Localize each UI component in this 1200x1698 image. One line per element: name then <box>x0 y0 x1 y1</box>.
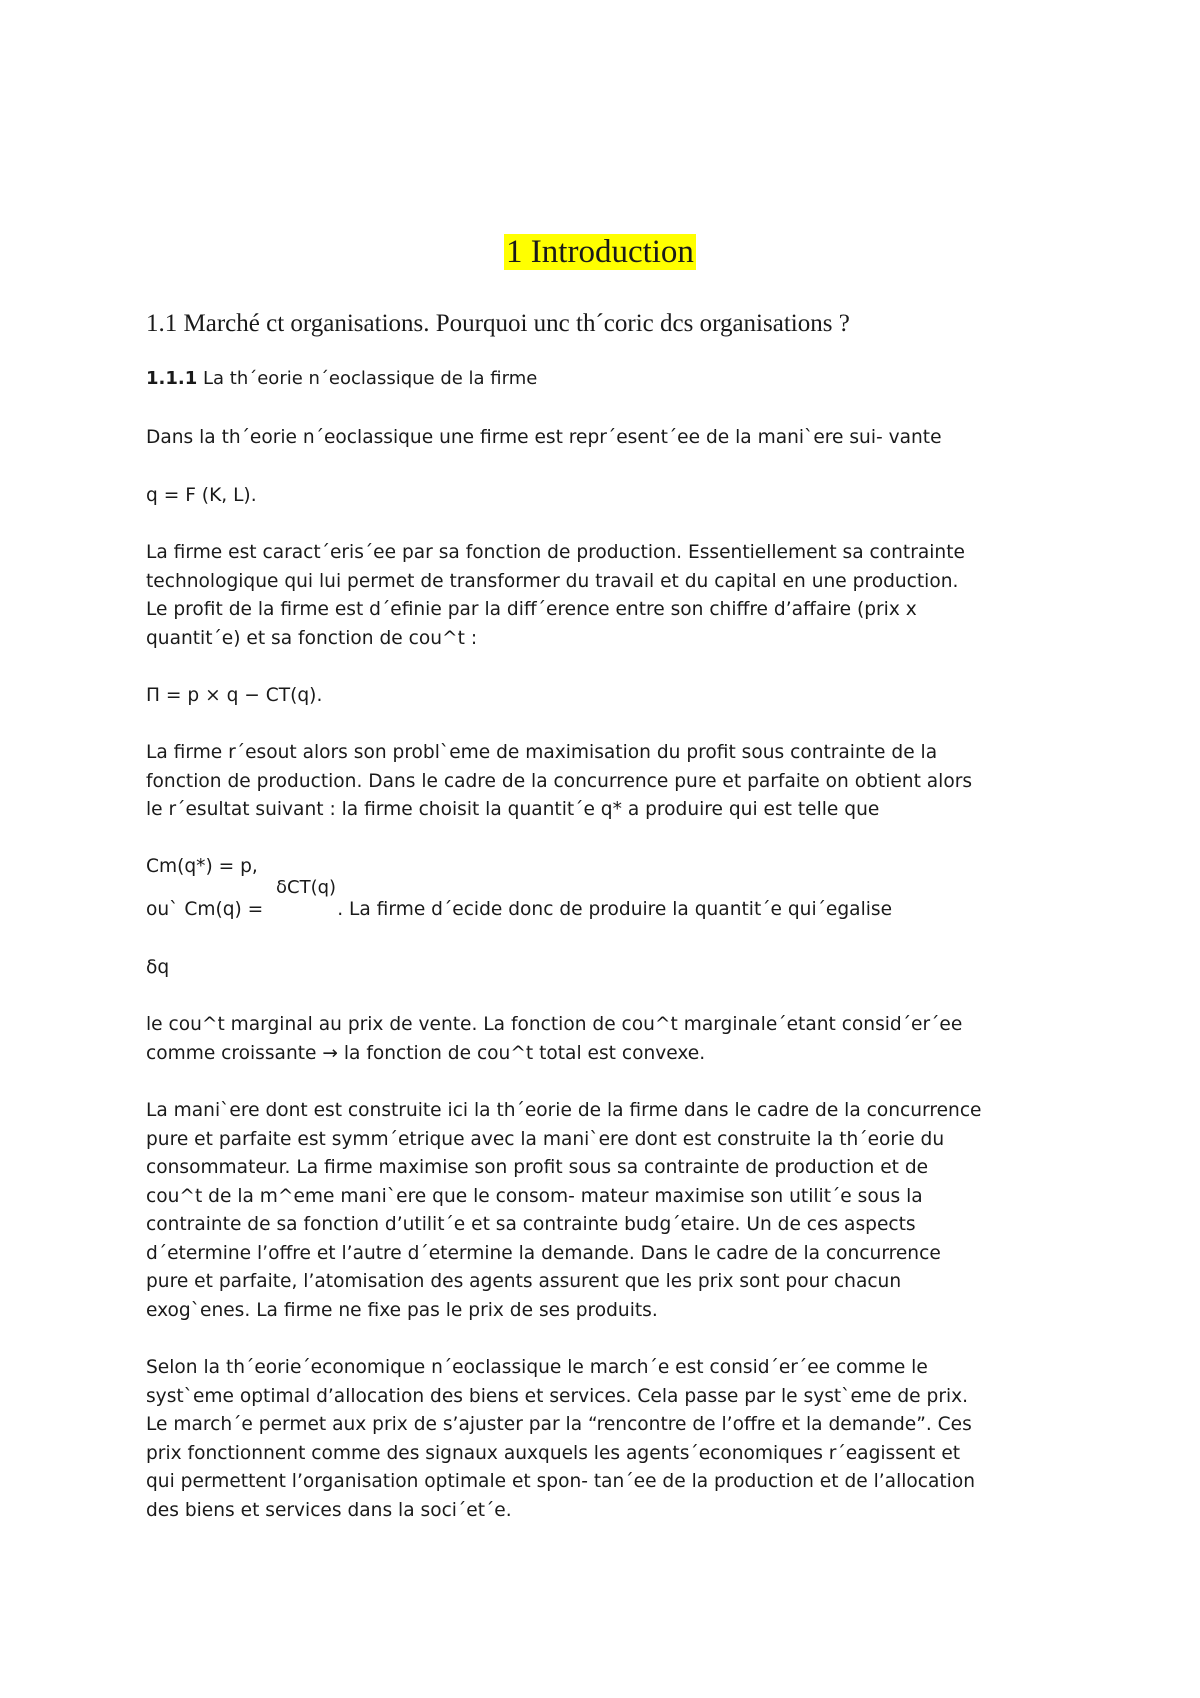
paragraph-line: Le profit de la firme est d´efinie par la diff´erence entre son chiffre d’affaire (prix x <box>146 599 917 620</box>
paragraph-line: quantit´e) et sa fonction de cou^t : <box>146 628 478 649</box>
definition-prefix: ou` Cm(q) = <box>146 899 270 920</box>
definition-suffix: . La firme d´ecide donc de produire la quantit´e qui´egalise <box>337 899 893 920</box>
paragraph-line: qui permettent l’organisation optimale et spon- tan´ee de la production et de l’allocation <box>146 1471 976 1492</box>
subsection-number: 1.1.1 <box>146 368 198 389</box>
chapter-heading <box>0 232 1200 272</box>
paragraph-line: d´etermine l’offre et l’autre d´etermine la demande. Dans le cadre de la concurrence <box>146 1243 941 1264</box>
paragraph-line: La firme est caract´eris´ee par sa fonction de production. Essentiellement sa contrainte <box>146 542 965 563</box>
paragraph-line: technologique qui lui permet de transformer du travail et du capital en une production. <box>146 571 959 592</box>
paragraph-line: le r´esultat suivant : la firme choisit la quantit´e q* a produire qui est telle que <box>146 799 880 820</box>
marginal-cost-definition <box>146 896 892 925</box>
paragraph-line: prix fonctionnent comme des signaux auxquels les agents´economiques r´eagissent et <box>146 1443 961 1464</box>
paragraph-line: consommateur. La firme maximise son profit sous sa contrainte de production et de <box>146 1157 929 1178</box>
paragraph-line: pure et parfaite, l’atomisation des agents assurent que les prix sont pour chacun <box>146 1271 902 1292</box>
paragraph-line: le cou^t marginal au prix de vente. La fonction de cou^t marginale´etant consid´er´ee <box>146 1014 963 1035</box>
paragraph-line: comme croissante → la fonction de cou^t total est convexe. <box>146 1043 706 1064</box>
intro-paragraph: Dans la th´eorie n´eoclassique une firme est repr´esent´ee de la mani`ere sui- vante <box>146 427 942 448</box>
derivative-numerator: δCT(q) <box>276 877 337 898</box>
paragraph-line: La mani`ere dont est construite ici la th´eorie de la firme dans le cadre de la concurrence <box>146 1100 982 1121</box>
production-function-equation: q = F (K, L). <box>146 485 257 506</box>
highlighted-heading-text: 1 Introduction <box>506 234 694 270</box>
paragraph-line: pure et parfaite est symm´etrique avec la mani`ere dont est construite la th´eorie du <box>146 1129 945 1150</box>
paragraph-line: contrainte de sa fonction d’utilit´e et sa contrainte budg´etaire. Un de ces aspects <box>146 1214 916 1235</box>
paragraph-line: syst`eme optimal d’allocation des biens et services. Cela passe par le syst`eme de prix. <box>146 1386 969 1407</box>
paragraph-line: Selon la th´eorie´economique n´eoclassique le march´e est consid´er´ee comme le <box>146 1357 928 1378</box>
paragraph-line: cou^t de la m^eme mani`ere que le consom- mateur maximise son utilit´e sous la <box>146 1186 923 1207</box>
paragraph-line: La firme r´esout alors son probl`eme de maximisation du profit sous contrainte de la <box>146 742 938 763</box>
paragraph-line: exog`enes. La firme ne fixe pas le prix de ses produits. <box>146 1300 658 1321</box>
section-heading: 1.1 Marché ct organisations. Pourquoi unc th´coric dcs organisations ? <box>146 310 850 337</box>
paragraph-line: Le march´e permet aux prix de s’ajuster par la “rencontre de l’offre et la demande”. Ces <box>146 1414 972 1435</box>
paragraph-line: fonction de production. Dans le cadre de la concurrence pure et parfaite on obtient alors <box>146 771 973 792</box>
subsection-title: La th´eorie n´eoclassique de la firme <box>202 368 538 389</box>
profit-equation: Π = p × q − CT(q). <box>146 685 323 706</box>
subsection-heading <box>146 366 537 392</box>
marginal-cost-equation: Cm(q*) = p, <box>146 856 258 877</box>
paragraph-line: des biens et services dans la soci´et´e. <box>146 1500 512 1521</box>
derivative-denominator: δq <box>146 957 170 978</box>
